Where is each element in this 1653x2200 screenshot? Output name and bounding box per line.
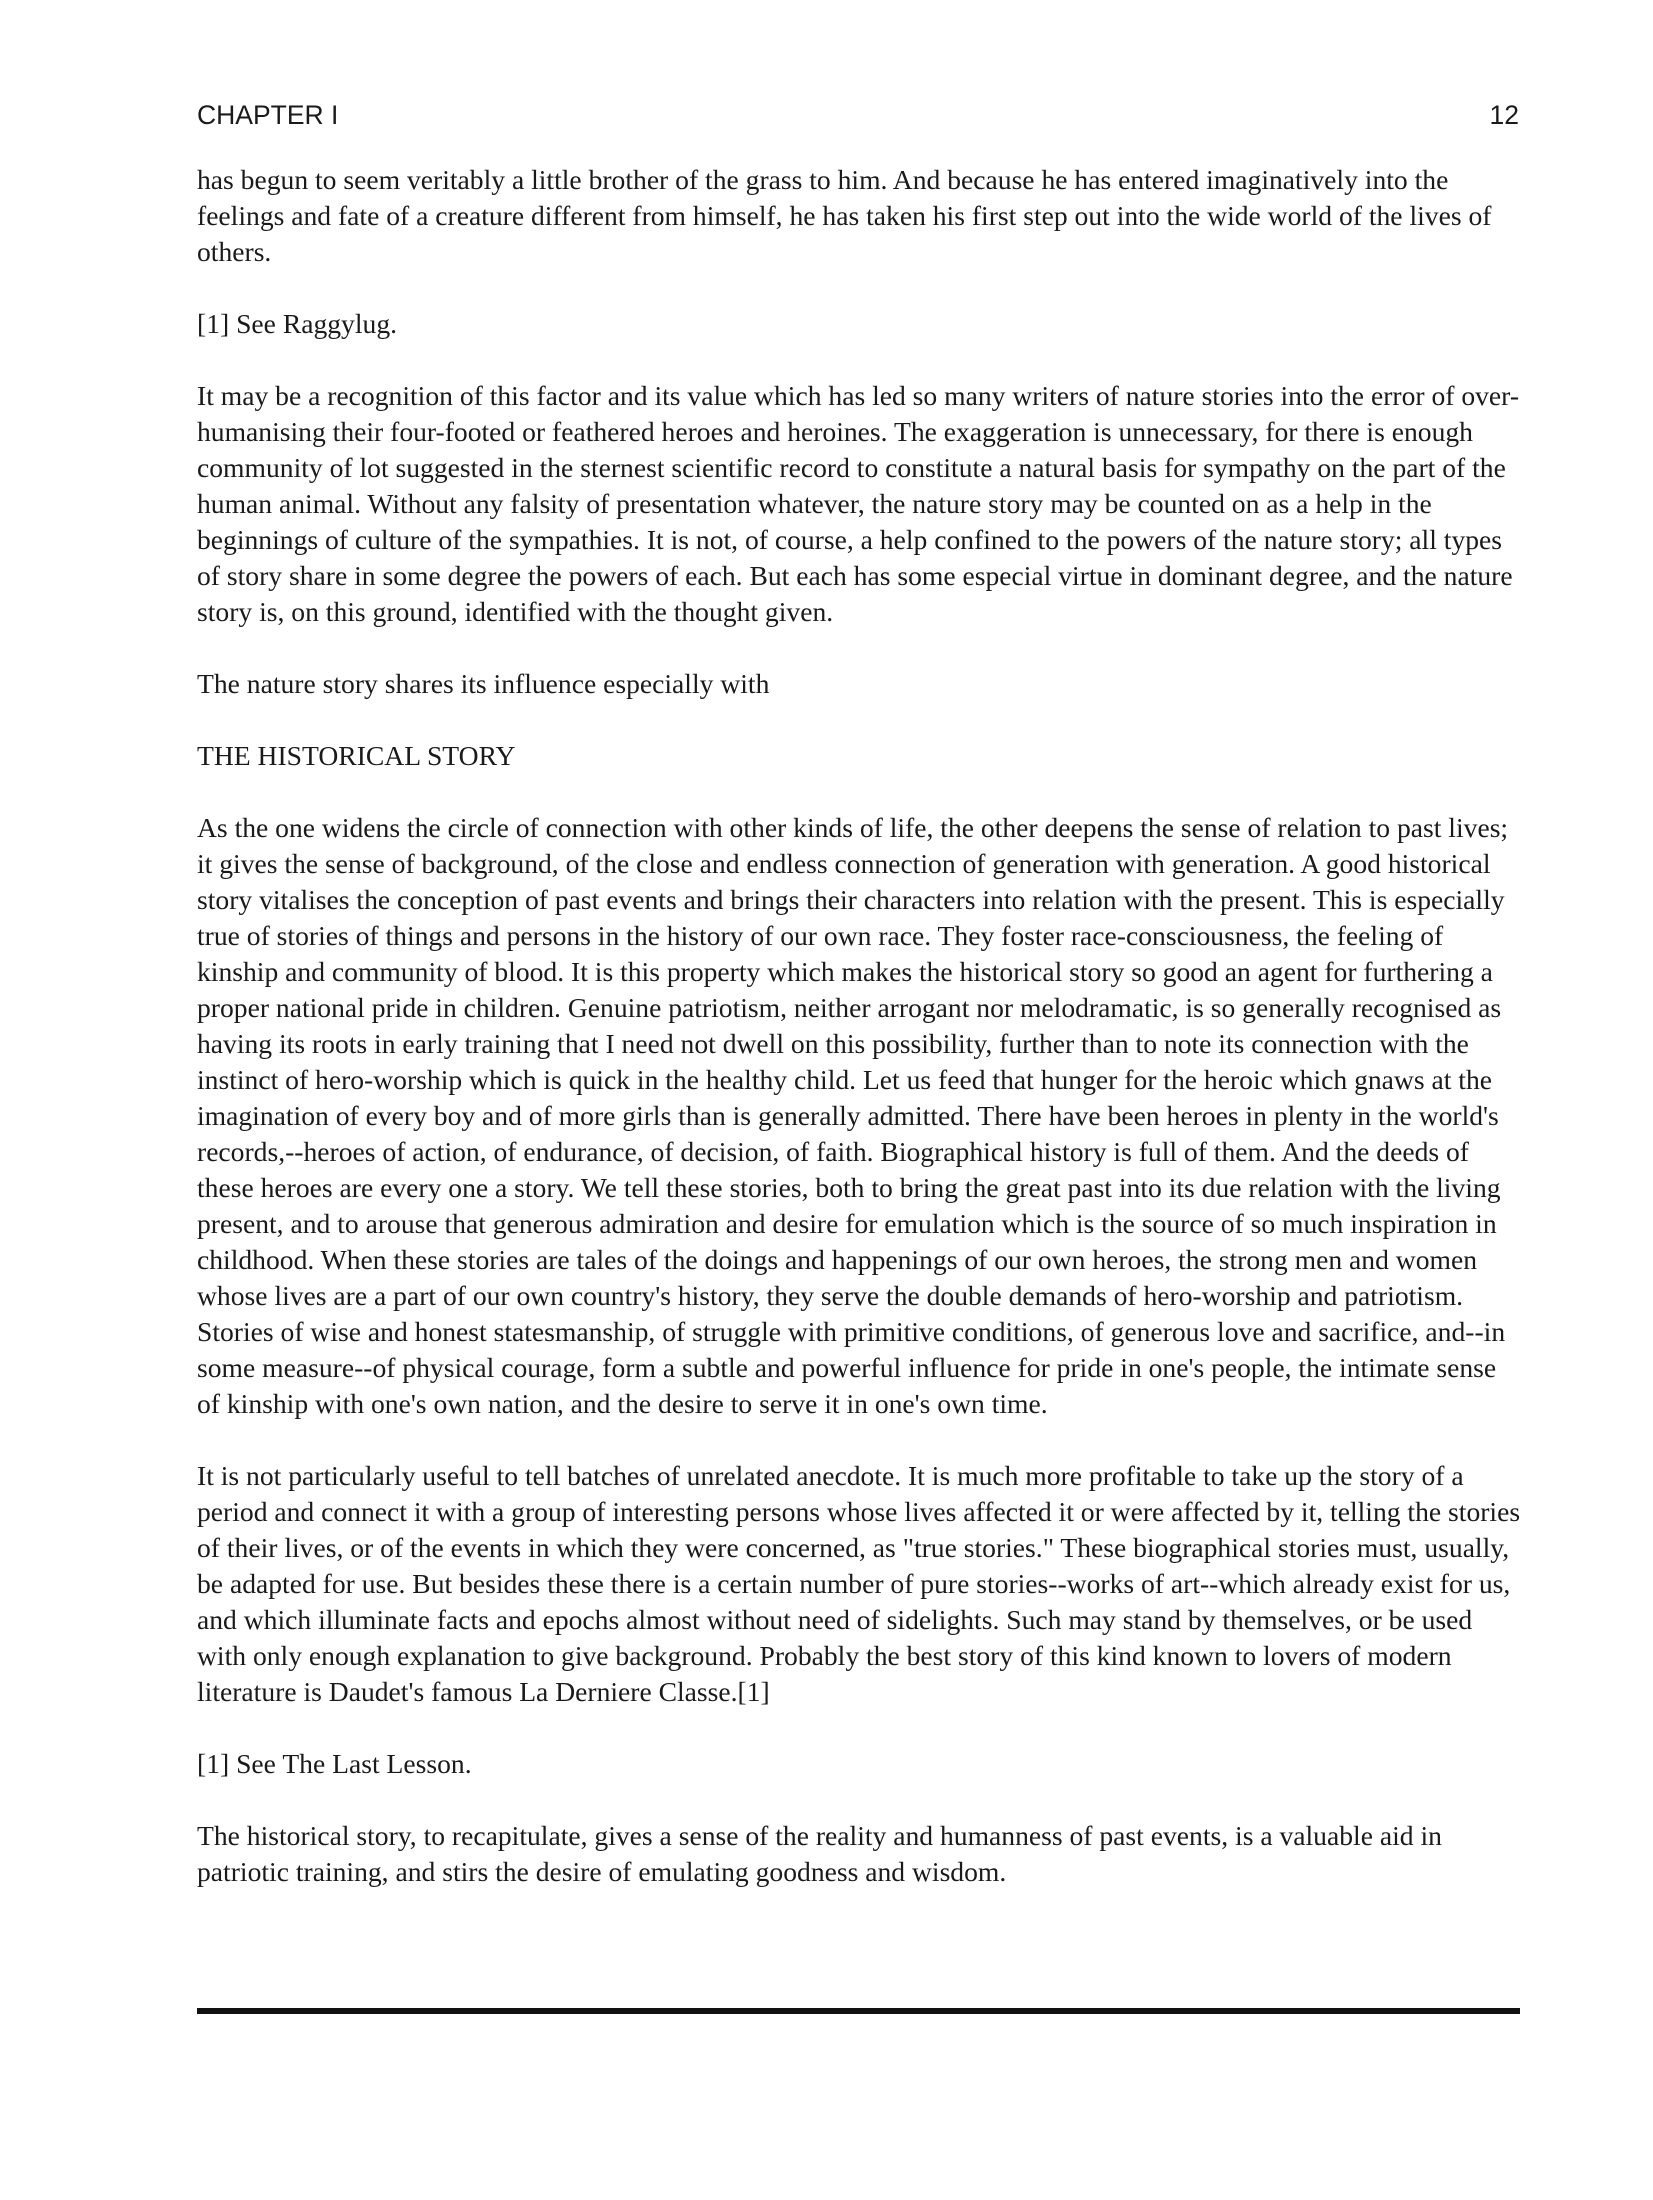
paragraph-anecdotes: It is not particularly useful to tell batches of unrelated anecdote. It is much more profitable to take up the story of a period and connect it with a group of interesting persons whose lives affected it or were affected by it, telling the stories of their lives, or of the events in which they were concerned, as "true stories." These biographical stories must, usually, be adapted for use. But besides these there is a certain number of pure stories--works of art--which already exist for us, and which illuminate facts and epochs almost without need of sidelights. Such may stand by themselves, or be used with only enough explanation to give background. Probably the best story of this kind known to lovers of modern literature is Daudet's famous La Derniere Classe.[1] bbox=[197, 1460, 1521, 1707]
chapter-end-rule bbox=[197, 2008, 1520, 2014]
paragraph-recapitulation: The historical story, to recapitulate, gives a sense of the reality and humanness of past events, is a valuable aid in patriotic training, and stirs the desire of emulating goodness and wisdom. bbox=[197, 1820, 1442, 1887]
footnote-last-lesson: [1] See The Last Lesson. bbox=[197, 1748, 472, 1779]
paragraph-nature-story: It may be a recognition of this factor and its value which has led so many writers of nature stories into the error of over-humanising their four-footed or feathered heroes and heroines. The exaggeration is unnecessary, for there is enough community of lot suggested in the sternest scientific record to constitute a natural basis for sympathy on the part of the human animal. Without any falsity of presentation whatever, the nature story may be counted on as a help in the beginnings of culture of the sympathies. It is not, of course, a help confined to the powers of the nature story; all types of story share in some degree the powers of each. But each has some especial virtue in dominant degree, and the nature story is, on this ground, identified with the thought given. bbox=[197, 380, 1520, 627]
footnote-raggylug: [1] See Raggylug. bbox=[197, 308, 398, 339]
page-number: 12 bbox=[1489, 100, 1519, 130]
chapter-heading: CHAPTER I bbox=[197, 100, 339, 130]
body-text bbox=[197, 162, 1523, 1890]
paragraph-historical-story: As the one widens the circle of connection with other kinds of life, the other deepens the sense of relation to past lives; it gives the sense of background, of the close and endless connection of generation with generation. A good historical story vitalises the conception of past events and brings their characters into relation with the present. This is especially true of stories of things and persons in the history of our own race. They foster race-consciousness, the feeling of kinship and community of blood. It is this property which makes the historical story so good an agent for furthering a proper national pride in children. Genuine patriotism, neither arrogant nor melodramatic, is so generally recognised as having its roots in early training that I need not dwell on this possibility, further than to note its connection with the instinct of hero-worship which is quick in the healthy child. Let us feed that hunger for the heroic which gnaws at the imagination of every boy and of more girls than is generally admitted. There have been heroes in plenty in the world's records,--heroes of action, of endurance, of decision, of faith. Biographical history is full of them. And the deeds of these heroes are every one a story. We tell these stories, both to bring the great past into its due relation with the living present, and to arouse that generous admiration and desire for emulation which is the source of so much inspiration in childhood. When these stories are tales of the doings and happenings of our own heroes, the strong men and women whose lives are a part of our own country's history, they serve the double demands of hero-worship and patriotism. Stories of wise and honest statesmanship, of struggle with primitive conditions, of generous love and sacrifice, and--in some measure--of physical courage, form a subtle and powerful influence for pride in one's people, the intimate sense of kinship with one's own nation, and the desire to serve it in one's own time. bbox=[197, 812, 1509, 1419]
paragraph-continuation: has begun to seem veritably a little brother of the grass to him. And because he has entered imaginatively into the feelings and fate of a creature different from himself, he has taken his first step out into the wide world of the lives of others. bbox=[197, 164, 1492, 267]
section-heading-historical-story: THE HISTORICAL STORY bbox=[197, 740, 516, 771]
page-header bbox=[197, 100, 1519, 140]
paragraph-transition: The nature story shares its influence especially with bbox=[197, 668, 770, 699]
